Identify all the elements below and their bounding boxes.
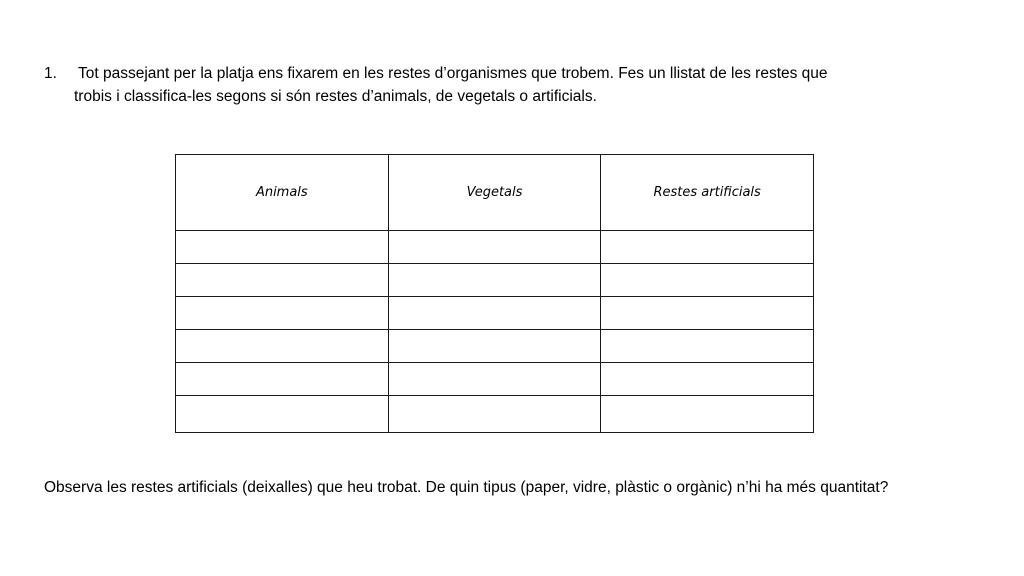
question-2: Observa les restes artificials (deixalles) que heu trobat. De quin tipus (paper, vidre, plàstic o orgànic) n’hi ha més quantitat? bbox=[44, 479, 889, 496]
table-header-row bbox=[176, 155, 814, 231]
answer-cell-vegetals[interactable] bbox=[388, 264, 601, 297]
answer-cell-vegetals[interactable] bbox=[388, 363, 601, 396]
table-row bbox=[176, 231, 814, 264]
answer-cell-vegetals[interactable] bbox=[388, 330, 601, 363]
question-1-line-1: Tot passejant per la platja ens fixarem en les restes d’organismes que trobem. Fes un llistat de les restes que bbox=[78, 65, 828, 82]
table-row bbox=[176, 297, 814, 330]
answer-cell-artificials[interactable] bbox=[601, 231, 814, 264]
classification-table bbox=[175, 154, 814, 433]
header-restes-artificials: Restes artificials bbox=[601, 155, 814, 231]
table-row bbox=[176, 396, 814, 433]
answer-cell-animals[interactable] bbox=[176, 264, 389, 297]
answer-cell-artificials[interactable] bbox=[601, 363, 814, 396]
question-1 bbox=[44, 62, 944, 108]
header-animals: Animals bbox=[176, 155, 389, 231]
answer-cell-vegetals[interactable] bbox=[388, 231, 601, 264]
question-1-text bbox=[74, 62, 944, 108]
table-row bbox=[176, 264, 814, 297]
answer-cell-vegetals[interactable] bbox=[388, 297, 601, 330]
answer-cell-vegetals[interactable] bbox=[388, 396, 601, 433]
answer-cell-artificials[interactable] bbox=[601, 264, 814, 297]
answer-cell-artificials[interactable] bbox=[601, 330, 814, 363]
question-number: 1. bbox=[44, 65, 57, 82]
table-row bbox=[176, 363, 814, 396]
question-1-line-2: trobis i classifica-les segons si són restes d’animals, de vegetals o artificials. bbox=[74, 88, 597, 105]
answer-cell-artificials[interactable] bbox=[601, 396, 814, 433]
answer-cell-animals[interactable] bbox=[176, 396, 389, 433]
answer-cell-animals[interactable] bbox=[176, 231, 389, 264]
answer-cell-animals[interactable] bbox=[176, 297, 389, 330]
answer-cell-artificials[interactable] bbox=[601, 297, 814, 330]
header-vegetals: Vegetals bbox=[388, 155, 601, 231]
table-row bbox=[176, 330, 814, 363]
answer-cell-animals[interactable] bbox=[176, 363, 389, 396]
answer-cell-animals[interactable] bbox=[176, 330, 389, 363]
